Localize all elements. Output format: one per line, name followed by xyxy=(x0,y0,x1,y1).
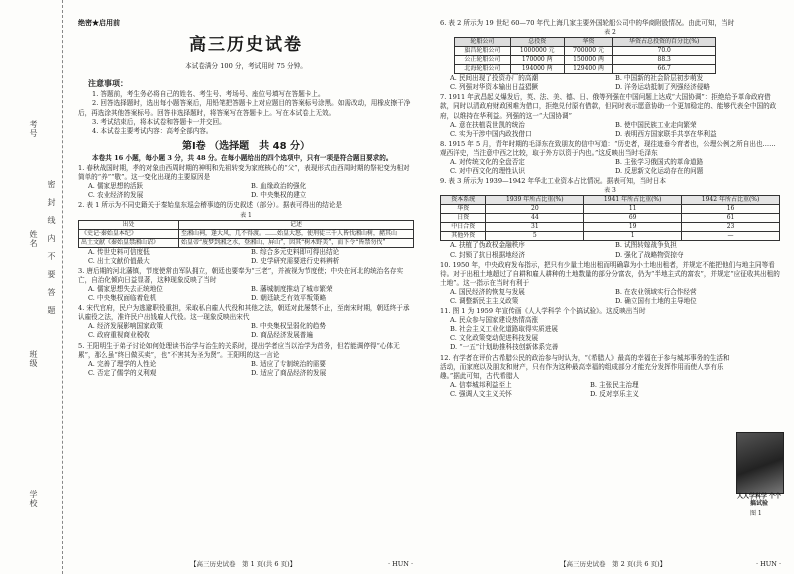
table-header: 1939 年所占比重(%) xyxy=(486,196,584,205)
school-label: 学校 xyxy=(29,490,38,508)
option-c: C. 强调人文主义关怀 xyxy=(450,389,512,398)
options xyxy=(78,322,414,340)
table-header: 记述 xyxy=(179,220,414,229)
option-b: B. 社会主义工业化道路取得实质进展 xyxy=(450,325,558,334)
question-12 xyxy=(440,354,730,399)
options xyxy=(440,74,780,92)
notice-item: 3. 考试结束后，将本试卷和答题卡一并交回。 xyxy=(92,117,226,126)
question-stem: 1. 春秋战国时期，孝的对象由西周时期的神明和先祖转变为家庭核心的“父”，表现形式由西周时期的祭祀变为相对简单的“养”“敬”。这一变化出现的主要原因是 xyxy=(78,164,410,182)
option-d: D. 中央集权的建立 xyxy=(251,191,307,200)
table-cell: 44 xyxy=(486,214,584,223)
name-label: 姓名 xyxy=(29,230,38,248)
table-row xyxy=(441,223,780,232)
table-cell: 70.0 xyxy=(613,47,716,56)
option-a: A. 完善了理学的人性论 xyxy=(88,359,157,368)
table-cell: 北海轮船公司 xyxy=(455,65,511,74)
table-cell: 旗昌轮船公司 xyxy=(455,47,511,56)
exam-meta: 本试卷满分 100 分，考试用时 75 分钟。 xyxy=(185,62,307,71)
option-d: D. “一五”计划助推科技创新体系完善 xyxy=(450,343,559,352)
question-8 xyxy=(440,140,780,176)
question-stem: 6. 表 2 所示为 19 世纪 60—70 年代上海几家主要外国轮船公司中的华商附股情况。由此可知，当时 xyxy=(440,19,735,27)
question-7 xyxy=(440,93,780,138)
option-a: A. 儒家思想的活跃 xyxy=(88,182,144,191)
table-2 xyxy=(454,37,716,74)
question-9 xyxy=(440,177,780,259)
option-c: C. 实为干涉中国内政找借口 xyxy=(450,129,532,138)
question-stem: 9. 表 3 所示为 1939—1942 年华北工业资本占比情况。据表可知，当时日本 xyxy=(440,177,666,186)
table-cell: 1000000 元 xyxy=(510,47,564,56)
options xyxy=(440,241,780,259)
question-11 xyxy=(440,307,730,352)
table-row xyxy=(441,205,780,214)
table-caption: 表 3 xyxy=(604,187,616,195)
table-cell: 中日合资 xyxy=(441,223,486,232)
options xyxy=(440,316,730,352)
option-c: C. 否定了儒学的义利观 xyxy=(88,368,157,377)
part-one-title: 第Ⅰ卷 （选择题 共 48 分） xyxy=(181,140,311,152)
option-d: D. 反对享乐主义 xyxy=(590,389,639,398)
right-page-code: · HUN · xyxy=(756,560,782,568)
binding-margin xyxy=(0,0,63,574)
question-stem: 11. 图 1 为 1959 年宣传画《人人学科学 个个搞试验》。这反映出当时 xyxy=(440,307,646,316)
class-label: 班级 xyxy=(29,350,38,368)
option-c: C. 调整新民主主义政策 xyxy=(450,296,519,305)
option-a: A. 信奉城邦利益至上 xyxy=(450,380,512,389)
option-b: B. 在农业领域实行合作经营 xyxy=(615,287,697,296)
right-page-footer: 【高三历史试卷 第 2 页(共 6 页)】 xyxy=(560,560,667,568)
table-cell: 5 xyxy=(486,232,584,241)
option-d: D. 反思新文化运动存在的问题 xyxy=(615,167,704,176)
table-cell: 公正轮船公司 xyxy=(455,56,511,65)
table-header-row xyxy=(455,38,716,47)
table-cell: 至湘山祠，逢大风，几不得渡。……始皇大怒，使刑徒三千人皆伐湘山树，赭其山 xyxy=(179,229,414,238)
table-header: 轮船公司 xyxy=(455,38,511,47)
table-header: 出处 xyxy=(79,220,179,229)
options xyxy=(440,288,780,306)
option-b: B. 藩城制度推动了城市繁荣 xyxy=(251,284,333,293)
options xyxy=(440,121,780,139)
option-c: C. 对中西文化的理性认识 xyxy=(450,167,525,176)
option-b: B. 试图转嫁战争负担 xyxy=(615,241,677,250)
figure-label: 图 1 xyxy=(750,510,762,517)
option-d: D. 强化了战略物资掠夺 xyxy=(615,250,684,259)
question-stem: 4. 宋代官府，民户为逃避职役重担，采取私自雇人代役和其他之法，朝廷对此屡禁不止，至南宋时期，朝廷终于承认雇役之法，准许民户出钱雇人代役。这一现象反映出宋代 xyxy=(78,304,410,322)
question-stem: 8. 1915 年 5 月，青年时期的毛泽东在致朋友的信中写道：“历史者，现往迹垂今育者也，公理公例之所自出也……观西洋史，当注意中西之比较，取于外方以资于内也。”这反映出当时毛泽东 xyxy=(440,139,776,157)
table-cell: 61 xyxy=(682,214,780,223)
table-cell: 23 xyxy=(682,223,780,232)
option-a: A. 民众参与国家建设热情高涨 xyxy=(450,316,539,325)
left-page-code: · HUN · xyxy=(388,560,414,568)
question-stem: 7. 1911 年武昌起义爆发后，英、法、美、德、日、俄等列强在中国问题上达成“大国协调”：拒绝给予革命政府借款，同时以清政府财政困难为借口，拒绝兑付原有借款，但同时表示愿意协助一个更加稳定的、能够代表全中国的政府，以维持在华利益。列强的这一“大国协调” xyxy=(440,93,777,120)
question-4 xyxy=(78,304,414,340)
table-row xyxy=(79,238,414,247)
options xyxy=(78,360,414,378)
confidential-mark: 绝密★启用前 xyxy=(78,18,120,27)
notice-heading: 注意事项： xyxy=(88,78,128,89)
table-cell: 11 xyxy=(584,205,682,214)
options xyxy=(78,182,414,200)
table-header-row xyxy=(441,196,780,205)
question-2 xyxy=(78,201,414,265)
table-row xyxy=(441,232,780,241)
table-cell: 31 xyxy=(486,223,584,232)
table-header-row xyxy=(79,220,414,229)
table-cell: 日资 xyxy=(441,214,486,223)
seal-line-notice: 密 封 线 内 不 要 答 题 xyxy=(47,180,56,315)
options xyxy=(78,285,414,303)
left-page-footer: 【高三历史试卷 第 1 页(共 6 页)】 xyxy=(190,560,297,568)
option-a: A. 经济发展影响国家政策 xyxy=(88,322,163,331)
question-stem: 12. 有学者在评价古希腊公民的政治参与时认为，“《希腊人》最高的幸福在于参与城邦事务的生活和活动，而家庭以及朋友和财产，只有作为这种最高幸福的组成部分才能充分发挥作用而使人享有乐趣。”据此可知，古代希腊人 xyxy=(440,353,730,380)
table-caption: 表 1 xyxy=(240,211,252,219)
option-d: D. 确立国有土地的主导地位 xyxy=(615,296,697,305)
exam-number-label: 考号 xyxy=(29,120,38,138)
option-a: A. 民间出现了投资办厂的高潮 xyxy=(450,74,539,83)
table-row xyxy=(455,65,716,74)
option-b: B. 血缘政治的强化 xyxy=(251,182,307,191)
poster-image xyxy=(736,432,784,494)
table-cell: 出土文献《秦始皇禁湘山诏》 xyxy=(79,238,179,247)
option-a: A. 扶植了伪政权金融秩序 xyxy=(450,241,525,250)
table-cell: 88.3 xyxy=(613,56,716,65)
table-caption: 表 2 xyxy=(604,29,616,37)
question-1 xyxy=(78,164,414,200)
table-cell: 150000 两 xyxy=(564,56,613,65)
option-a: A. 对传统文化的全盘否定 xyxy=(450,158,525,167)
table-cell: 66.7 xyxy=(613,65,716,74)
option-a: A. 国民经济的恢复与发展 xyxy=(450,287,525,296)
option-a: A. 意在扶植袁世凯的统治 xyxy=(450,120,525,129)
table-cell: 19 xyxy=(584,223,682,232)
question-3 xyxy=(78,267,414,303)
table-cell: 700000 元 xyxy=(564,47,613,56)
table-row xyxy=(79,229,414,238)
table-cell: 194000 两 xyxy=(510,65,564,74)
left-page xyxy=(78,18,414,378)
part-one-intro: 本卷共 16 小题，每小题 3 分，共 48 分。在每小题给出的四个选项中，只有一项是符合题目要求的。 xyxy=(92,153,393,162)
option-b: B. 主张学习俄国式的革命道路 xyxy=(615,158,704,167)
table-cell: 《史记·秦始皇本纪》 xyxy=(79,229,179,238)
table-cell: 20 xyxy=(486,205,584,214)
right-page xyxy=(440,18,780,399)
options xyxy=(78,248,414,266)
option-c: C. 农业经济的发展 xyxy=(88,191,144,200)
option-a: A. 传世史料可信度低 xyxy=(88,247,150,256)
question-stem: 10. 1950 年，中央政府发布指示，把只有少量土地出租而明确靠为小土地出租者，并规定不能把他们与地主同等看待。对于出租土地超过了自耕和雇人耕种的土地数量的部分分富农，仍为“半地主式的富农”，并规定“应征收其出租的土地”。这一指示在当时有利于 xyxy=(440,260,780,287)
table-cell: 170000 两 xyxy=(510,56,564,65)
option-c: C. 列强对华资本输出日益猖獗 xyxy=(450,83,539,92)
table-row xyxy=(441,214,780,223)
notice-item: 2. 回答选择题时，选出每小题答案后，用铅笔把答题卡上对应题目的答案标号涂黑。如需改动，用橡皮擦干净后，再选涂其他答案标号。回答非选择题时，将答案写在答题卡上。写在本试卷上无效。 xyxy=(78,99,411,117)
option-c: C. 政府重视商业税收 xyxy=(88,331,150,340)
table-3 xyxy=(440,195,780,241)
table-row xyxy=(455,47,716,56)
options xyxy=(440,381,730,399)
table-cell: 1 xyxy=(584,232,682,241)
question-stem: 2. 表 1 所示为不同史籍关于秦始皇东巡会稽事迹的历史叙述（部分）。据表可得出的结论是 xyxy=(78,201,343,210)
question-5 xyxy=(78,342,414,378)
question-stem: 5. 王阳明生于弟子讨论如何处理读书治学与治生的关系时，提出学者应当以治学为首务，但若能调停得“心体无累”，那么虽“终日做买卖”，也“不害其为圣为贤”。王阳明的这一言论 xyxy=(78,341,400,359)
table-cell: 16 xyxy=(682,205,780,214)
option-c: C. 封锁了抗日根据地经济 xyxy=(450,250,525,259)
table-header: 华资 xyxy=(564,38,613,47)
option-b: B. 中国新的社会阶层初步萌发 xyxy=(615,74,704,83)
table-cell: 129400 两 xyxy=(564,65,613,74)
notice-item: 4. 本试卷主要考试内容：高考全部内容。 xyxy=(92,126,213,135)
notice-item: 1. 答题前，考生务必将自己的姓名、考生号、考场号、座位号填写在答题卡上。 xyxy=(92,90,325,99)
table-header: 1942 年所占比重(%) xyxy=(682,196,780,205)
table-1 xyxy=(78,220,414,248)
table-cell: 其他外资 xyxy=(441,232,486,241)
table-cell: 始皇帝“废梦到湘之水，登湘山、屏山”，因其“树木野美”，而下令“皆禁勿伐” xyxy=(179,238,414,247)
question-10 xyxy=(440,261,780,306)
question-6 xyxy=(440,19,780,92)
option-b: B. 主张民主治理 xyxy=(590,380,639,389)
option-a: A. 儒家思想失去正统地位 xyxy=(88,284,163,293)
option-d: D. 洋务运动抵制了列强经济侵略 xyxy=(615,83,710,92)
table-cell: — xyxy=(682,232,780,241)
table-header: 1941 年所占比重(%) xyxy=(584,196,682,205)
table-header: 总投资 xyxy=(510,38,564,47)
option-b: B. 综合多元史料即可得出结论 xyxy=(251,247,340,256)
table-row xyxy=(455,56,716,65)
table-header: 华资占总投资的百分比(%) xyxy=(613,38,716,47)
option-c: C. 中央集权面临着危机 xyxy=(88,294,157,303)
option-b: B. 使中国民族工业走向繁荣 xyxy=(615,120,697,129)
table-cell: 华资 xyxy=(441,205,486,214)
option-c: C. 出土文献价值最大 xyxy=(88,256,150,265)
question-stem: 3. 唐后期的河北藩镇，节度使常由军队拥立，朝廷也要奉为“三老”，并被视为节度使；中央在河北的统治名存实亡，自治化倾向日益显著，这种现象反映了当时 xyxy=(78,266,404,284)
table-cell: 69 xyxy=(584,214,682,223)
option-c: C. 文化政策变动促进科技发展 xyxy=(450,334,539,343)
option-d: D. 朝廷缺乏有效平叛策略 xyxy=(251,294,327,303)
option-d: D. 适应了商品经济的发展 xyxy=(251,368,327,377)
options xyxy=(440,158,780,176)
option-d: D. 商品经济发展普遍 xyxy=(251,331,313,340)
poster-caption: 人人学科学 个个搞试验 xyxy=(736,493,782,507)
table-header: 资本系统 xyxy=(441,196,486,205)
option-d: D. 表明西方国家联手共享在华利益 xyxy=(615,129,717,138)
option-d: D. 史学研究需要进行史料辨析 xyxy=(251,256,340,265)
option-b: B. 中央集权呈弱化的趋势 xyxy=(251,322,326,331)
option-b: B. 适应了专制统治的需要 xyxy=(251,359,326,368)
page-title: 高三历史试卷 xyxy=(189,35,303,56)
